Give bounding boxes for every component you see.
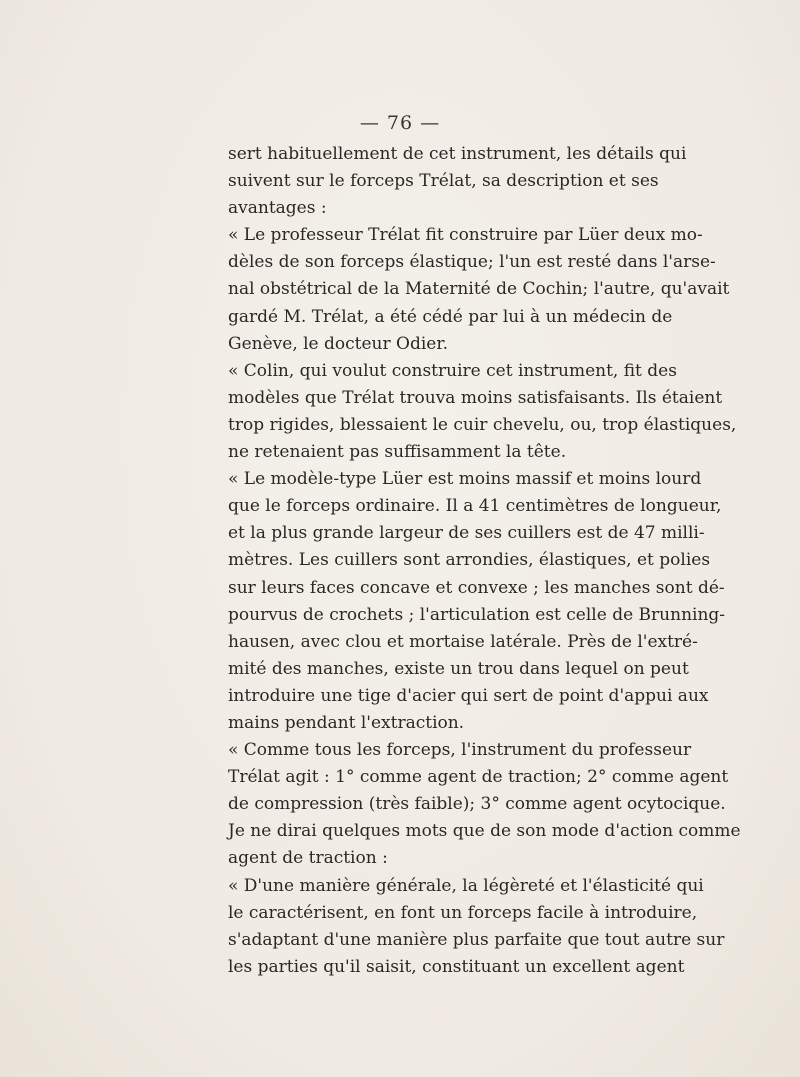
- text-line: modèles que Trélat trouva moins satisfaisants. Ils étaient: [228, 387, 723, 408]
- text-line: Trélat agit : 1° comme agent de traction; 2° comme agent: [228, 767, 729, 788]
- text-line: de compression (très faible); 3° comme agent ocytocique.: [228, 794, 726, 815]
- text-line: s'adaptant d'une manière plus parfaite que tout autre sur: [228, 929, 725, 950]
- text-line: agent de traction :: [228, 848, 388, 869]
- text-line: ne retenaient pas suffisamment la tête.: [228, 442, 567, 463]
- text-line: « Comme tous les forceps, l'instrument du professeur: [228, 740, 692, 761]
- text-line: « Le modèle-type Lüer est moins massif et moins lourd: [228, 469, 702, 490]
- text-line: sert habituellement de cet instrument, les détails qui: [228, 144, 687, 164]
- text-line: sur leurs faces concave et convexe ; les manches sont dé-: [228, 577, 725, 598]
- text-line: introduire une tige d'acier qui sert de point d'appui aux: [228, 685, 709, 706]
- text-line: trop rigides, blessaient le cuir chevelu, ou, trop élastiques,: [228, 414, 737, 435]
- text-line: « D'une manière générale, la légèreté et l'élasticité qui: [228, 875, 704, 896]
- page-number: — 76 —: [359, 112, 441, 134]
- text-line: que le forceps ordinaire. Il a 41 centimètres de longueur,: [228, 496, 722, 517]
- text-line: nal obstétrical de la Maternité de Cochin; l'autre, qu'avait: [228, 279, 730, 300]
- text-line: avantages :: [228, 198, 327, 219]
- text-line: Je ne dirai quelques mots que de son mode d'action comme: [228, 821, 741, 842]
- text-line: suivent sur le forceps Trélat, sa description et ses: [228, 171, 659, 192]
- text-line: le caractérisent, en font un forceps facile à introduire,: [228, 902, 698, 923]
- body-text: [228, 141, 741, 981]
- text-line: pourvus de crochets ; l'articulation est celle de Brunning-: [228, 604, 726, 625]
- text-line: mité des manches, existe un trou dans lequel on peut: [228, 658, 689, 679]
- text-line: et la plus grande largeur de ses cuillers est de 47 milli-: [228, 523, 705, 544]
- text-line: mains pendant l'extraction.: [228, 712, 465, 733]
- text-line: « Colin, qui voulut construire cet instrument, fit des: [228, 360, 677, 381]
- text-line: gardé M. Trélat, a été cédé par lui à un médecin de: [228, 306, 673, 327]
- text-line: hausen, avec clou et mortaise latérale. Près de l'extré-: [228, 631, 698, 652]
- text-line: dèles de son forceps élastique; l'un est resté dans l'arse-: [228, 252, 716, 273]
- text-line: Genève, le docteur Odier.: [228, 333, 449, 354]
- text-line: « Le professeur Trélat fit construire par Lüer deux mo-: [228, 225, 703, 246]
- text-line: mètres. Les cuillers sont arrondies, élastiques, et polies: [228, 550, 711, 571]
- text-line: les parties qu'il saisit, constituant un excellent agent: [228, 956, 685, 977]
